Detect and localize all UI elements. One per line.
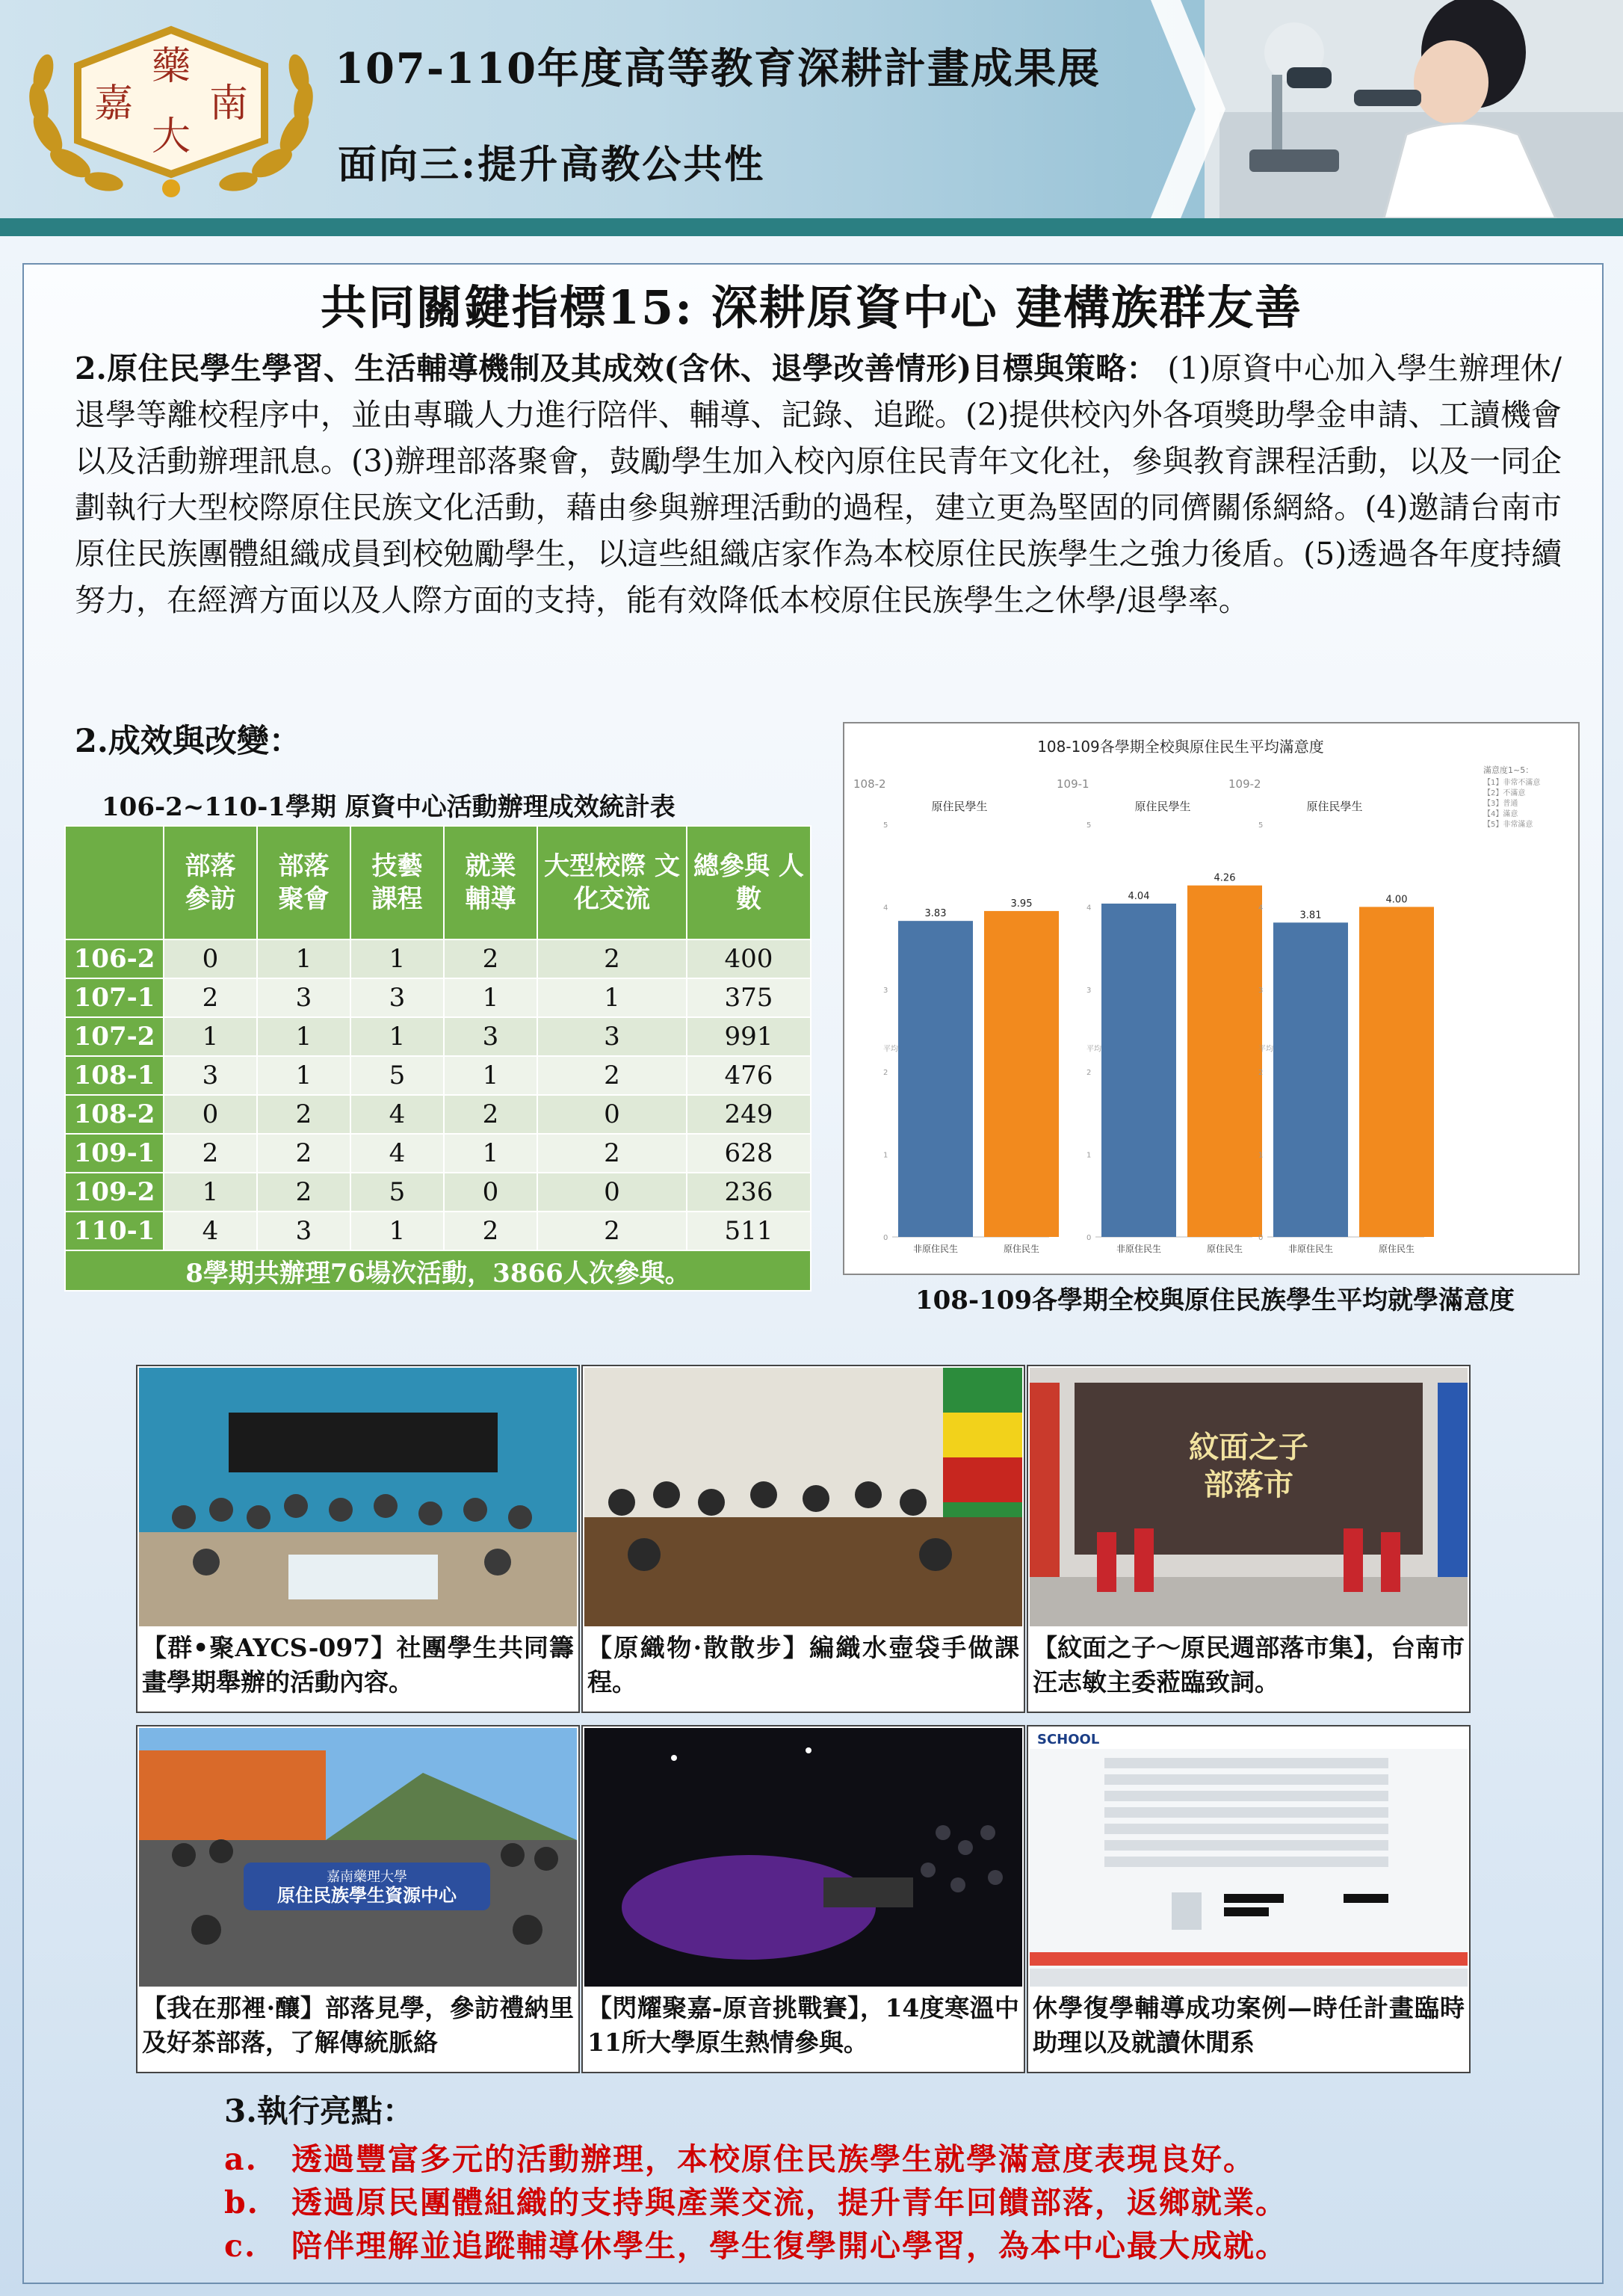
y-tick-label: 3	[883, 986, 888, 995]
x-tick-label: 非原住民生	[1287, 1244, 1334, 1254]
photo-card	[581, 1725, 1025, 2073]
y-tick-label: 1	[1086, 1151, 1092, 1160]
table-cell: 3	[257, 1212, 350, 1250]
table-cell: 628	[687, 1134, 811, 1173]
table-cell: 4	[350, 1095, 444, 1134]
table-cell: 1	[257, 1056, 350, 1095]
term-cell: 109-1	[65, 1134, 164, 1173]
chart-caption: 108-109各學期全校與原住民族學生平均就學滿意度	[915, 1286, 1515, 1315]
school-app-logo: SCHOOL	[1037, 1732, 1100, 1747]
table-cell: 2	[537, 1056, 687, 1095]
y-tick-label: 0	[1086, 1234, 1092, 1242]
y-tick-label: 4	[883, 904, 888, 913]
table-cell: 511	[687, 1212, 811, 1250]
table-cell: 0	[537, 1095, 687, 1134]
legend-item: 【4】滿意	[1483, 810, 1518, 818]
y-axis-label: 平均	[883, 1045, 898, 1054]
table-caption: 106-2~110-1學期 原資中心活動辦理成效統計表	[102, 792, 676, 822]
x-tick-label: 原住民生	[1378, 1244, 1415, 1254]
table-row	[65, 1017, 811, 1056]
term-cell: 108-2	[65, 1095, 164, 1134]
club-meeting-photo	[139, 1368, 577, 1626]
table-cell: 1	[350, 939, 444, 978]
panel-term: 109-1	[1057, 777, 1089, 791]
table-cell: 0	[537, 1173, 687, 1212]
highlight-item	[224, 2178, 1287, 2222]
chart-title: 108-109各學期全校與原住民生平均滿意度	[1037, 738, 1324, 756]
header-divider	[0, 218, 1623, 236]
term-cell: 110-1	[65, 1212, 164, 1250]
goals-heading: 2.原住民學生學習、生活輔導機制及其成效(含休、退學改善情形)目標與策略：	[75, 351, 1157, 386]
table-cell: 1	[257, 1017, 350, 1056]
music-contest-photo	[584, 1728, 1022, 1987]
table-cell: 2	[164, 978, 257, 1017]
table-row	[65, 1173, 811, 1212]
y-tick-label: 1	[1258, 1151, 1264, 1160]
table-cell: 0	[164, 939, 257, 978]
highlight-text: 陪伴理解並追蹤輔導休學生，學生復學開心學習，為本中心最大成就。	[291, 2228, 1287, 2264]
activity-stats-table	[64, 825, 812, 1292]
photo-card	[1027, 1725, 1471, 2073]
goals-body: (1)原資中心加入學生辦理休/退學等離校程序中，並由專職人力進行陪伴、輔導、記錄、追蹤。(2)提供校內外各項獎助學金申請、工讀機會以及活動辦理訊息。(3)辦理部落聚會，鼓勵學生加入校內原住民青年文化社，參與教育課程活動，以及一同企劃執行大型校際原住民族文化活動，藉由參與辦理活動的過程，建立更為堅固的同儕關係網絡。(4)邀請台南市原住民族團體組織成員到校勉勵學生，以這些組織店家作為本校原住民族學生之強力後盾。(5)透過各年度持續努力，在經濟方面以及人際方面的支持，能有效降低本校原住民族學生之休學/退學率。	[75, 351, 1562, 618]
table-cell: 236	[687, 1173, 811, 1212]
indigenous-market-photo	[1030, 1368, 1468, 1626]
lab-photo	[1205, 0, 1623, 218]
col-header: 就業 輔導	[444, 826, 537, 939]
bar	[898, 921, 973, 1237]
photo-caption: 【群•聚AYCS-097】社團學生共同籌畫學期舉辦的活動內容。	[142, 1633, 574, 1697]
table-cell: 4	[164, 1212, 257, 1250]
table-cell: 5	[350, 1173, 444, 1212]
table-footer: 8學期共辦理76場次活動，3866人次參與。	[65, 1250, 811, 1291]
table-row	[65, 1212, 811, 1250]
logo-char-2: 嘉	[93, 81, 134, 126]
y-tick-label: 5	[883, 821, 888, 830]
table-row	[65, 1056, 811, 1095]
table-cell: 2	[257, 1095, 350, 1134]
term-cell: 106-2	[65, 939, 164, 978]
table-cell: 3	[350, 978, 444, 1017]
table-cell: 2	[537, 939, 687, 978]
photo-card	[136, 1725, 580, 2073]
table-cell: 2	[537, 1212, 687, 1250]
panel-label: 原住民學生	[1134, 800, 1191, 813]
highlight-text: 透過原民團體組織的支持與產業交流，提升青年回饋部落，返鄉就業。	[291, 2185, 1287, 2221]
table-cell: 1	[444, 1134, 537, 1173]
term-cell: 108-1	[65, 1056, 164, 1095]
table-cell: 3	[257, 978, 350, 1017]
market-sign-line1: 紋面之子	[1189, 1430, 1308, 1465]
logo-char-3: 南	[208, 81, 249, 126]
table-cell: 1	[444, 978, 537, 1017]
photo-caption: 休學復學輔導成功案例—時任計畫臨時助理以及就讀休閒系	[1033, 1993, 1465, 2057]
university-logo	[18, 21, 324, 200]
bar-value-label: 3.95	[1010, 898, 1033, 910]
table-cell: 400	[687, 939, 811, 978]
table-cell: 2	[444, 1212, 537, 1250]
table-cell: 375	[687, 978, 811, 1017]
col-header: 總參與 人數	[687, 826, 811, 939]
highlight-item	[224, 2135, 1255, 2179]
x-tick-label: 原住民生	[1206, 1244, 1243, 1254]
y-axis-label: 平均	[1086, 1045, 1101, 1054]
satisfaction-chart-svg	[844, 723, 1578, 1274]
highlight-key: b.	[224, 2185, 259, 2221]
col-header: 部落 參訪	[164, 826, 257, 939]
legend-item: 【5】非常滿意	[1483, 821, 1533, 829]
scientist-microscope-image	[1205, 0, 1623, 218]
term-cell: 107-2	[65, 1017, 164, 1056]
table-row	[65, 1095, 811, 1134]
col-header: 部落 聚會	[257, 826, 350, 939]
term-cell: 107-1	[65, 978, 164, 1017]
table-cell: 3	[164, 1056, 257, 1095]
y-tick-label: 5	[1086, 821, 1092, 830]
table-cell: 1	[350, 1212, 444, 1250]
photo-caption: 【我在那裡·釀】部落見學，參訪禮納里及好茶部落，了解傳統脈絡	[142, 1993, 574, 2057]
photo-card	[1027, 1365, 1471, 1713]
highlight-text: 透過豐富多元的活動辦理，本校原住民族學生就學滿意度表現良好。	[291, 2141, 1255, 2177]
visit-banner-line2: 原住民族學生資源中心	[277, 1884, 457, 1906]
y-tick-label: 0	[883, 1234, 888, 1242]
table-cell: 1	[537, 978, 687, 1017]
bar	[1187, 886, 1262, 1237]
photo-card	[581, 1365, 1025, 1713]
table-cell: 2	[257, 1134, 350, 1173]
highlight-key: a.	[224, 2141, 258, 2177]
table-row	[65, 978, 811, 1017]
table-row	[65, 939, 811, 978]
table-cell: 4	[350, 1134, 444, 1173]
table-cell: 1	[164, 1017, 257, 1056]
goals-paragraph	[75, 345, 1562, 623]
term-cell: 109-2	[65, 1173, 164, 1212]
y-tick-label: 1	[883, 1151, 888, 1160]
panel-label: 原住民學生	[1306, 800, 1363, 813]
y-tick-label: 3	[1258, 986, 1264, 995]
page-subtitle: 面向三:提升高教公共性	[338, 142, 766, 188]
bar-value-label: 4.26	[1214, 872, 1236, 884]
visit-banner-line1: 嘉南藥理大學	[327, 1869, 407, 1885]
bar	[1101, 904, 1176, 1237]
panel-label: 原住民學生	[931, 800, 988, 813]
y-tick-label: 0	[1258, 1234, 1264, 1242]
y-tick-label: 2	[1258, 1069, 1264, 1078]
photo-card	[136, 1365, 580, 1713]
col-header: 大型校際 文化交流	[537, 826, 687, 939]
y-tick-label: 5	[1258, 821, 1264, 830]
table-header-row	[65, 826, 811, 939]
x-tick-label: 原住民生	[1003, 1244, 1040, 1254]
y-tick-label: 2	[1086, 1069, 1092, 1078]
banner-chevron-decoration	[1151, 0, 1225, 218]
col-header: 技藝 課程	[350, 826, 444, 939]
y-tick-label: 4	[1258, 904, 1264, 913]
logo-char-4: 大	[151, 114, 191, 159]
photo-caption: 【閃耀聚嘉-原音挑戰賽】，14度寒溫中11所大學原生熱情參與。	[587, 1993, 1019, 2057]
results-heading: 2.成效與改變：	[75, 723, 301, 760]
table-cell: 1	[350, 1017, 444, 1056]
bar-value-label: 3.83	[924, 908, 947, 920]
tribe-visit-photo	[139, 1728, 577, 1987]
y-axis-label: 平均	[1258, 1045, 1273, 1054]
legend-item: 【3】普通	[1483, 800, 1518, 808]
table-cell: 5	[350, 1056, 444, 1095]
table-cell: 991	[687, 1017, 811, 1056]
table-cell: 2	[444, 1095, 537, 1134]
table-footer-row	[65, 1250, 811, 1291]
legend-title: 滿意度1~5：	[1483, 765, 1534, 775]
satisfaction-chart	[843, 722, 1580, 1275]
weaving-class-photo	[584, 1368, 1022, 1626]
page-title: 107-110年度高等教育深耕計畫成果展	[335, 44, 1101, 93]
highlight-item	[224, 2221, 1287, 2265]
x-tick-label: 非原住民生	[912, 1244, 959, 1254]
highlight-key: c.	[224, 2228, 257, 2264]
y-tick-label: 4	[1086, 904, 1092, 913]
school-system-screenshot	[1030, 1728, 1468, 1987]
table-cell: 3	[537, 1017, 687, 1056]
bar-value-label: 4.00	[1385, 894, 1408, 906]
logo-char-1: 藥	[151, 44, 191, 89]
table-cell: 249	[687, 1095, 811, 1134]
table-cell: 0	[164, 1095, 257, 1134]
table-cell: 2	[444, 939, 537, 978]
photo-caption: 【原織物·散散步】編織水壺袋手做課程。	[587, 1633, 1019, 1697]
table-cell: 1	[164, 1173, 257, 1212]
table-cell: 1	[257, 939, 350, 978]
table-cell: 0	[444, 1173, 537, 1212]
photo-caption: 【紋面之子～原民週部落市集】，台南市汪志敏主委蒞臨致詞。	[1033, 1633, 1465, 1697]
panel-term: 109-2	[1228, 777, 1261, 791]
table-row	[65, 1134, 811, 1173]
highlights-title: 3.執行亮點：	[224, 2093, 414, 2129]
y-tick-label: 2	[883, 1069, 888, 1078]
y-tick-label: 3	[1086, 986, 1092, 995]
kpi-title: 共同關鍵指標15: 深耕原資中心 建構族群友善	[320, 280, 1303, 335]
bar	[984, 911, 1059, 1237]
header-corner	[65, 826, 164, 939]
panel-term: 108-2	[853, 777, 886, 791]
table-cell: 3	[444, 1017, 537, 1056]
legend-item: 【2】不滿意	[1483, 789, 1526, 797]
table-cell: 476	[687, 1056, 811, 1095]
table-cell: 2	[537, 1134, 687, 1173]
bar-value-label: 4.04	[1128, 890, 1150, 902]
table-cell: 1	[444, 1056, 537, 1095]
table-cell: 2	[164, 1134, 257, 1173]
x-tick-label: 非原住民生	[1116, 1244, 1162, 1254]
bar-value-label: 3.81	[1299, 910, 1322, 922]
header-banner	[0, 0, 1623, 218]
table-cell: 2	[257, 1173, 350, 1212]
legend-item: 【1】非常不滿意	[1483, 779, 1541, 787]
market-sign-line2: 部落市	[1204, 1467, 1293, 1502]
bar	[1273, 922, 1348, 1237]
bar	[1359, 907, 1434, 1237]
